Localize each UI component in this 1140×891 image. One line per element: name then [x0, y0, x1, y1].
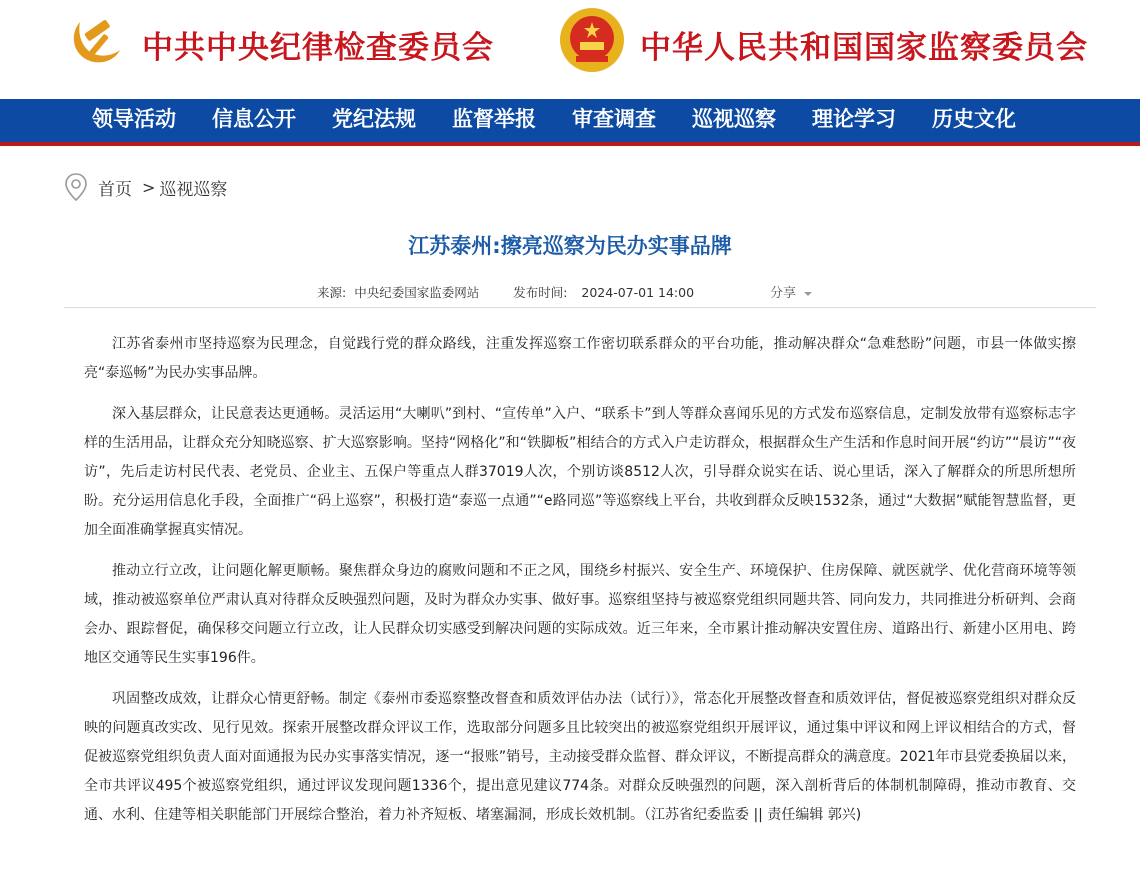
nav-items: [0, 99, 1140, 139]
date-value: 2024-07-01 14:00: [581, 285, 695, 300]
paragraph: 推动立行立改，让问题化解更顺畅。聚焦群众身边的腐败问题和不正之风，围绕乡村振兴、安全生产、环境保护、住房保障、就医就学、优化营商环境等领域，推动被巡察单位严肃认真对待群众反映强烈问题，及时为群众办实事、做好事。巡察组坚持与被巡察党组织同题共答、同向发力，共同推进分析研判、会商会办、跟踪督促，确保移交问题立行立改，让人民群众切实感受到解决问题的实际成效。近三年来，全市累计推动解决安置住房、道路出行、新建小区用电、跨地区交通等民生实事196件。: [84, 563, 1076, 666]
nav-item-leadership[interactable]: 领导活动: [92, 106, 176, 131]
share-label: 分享: [770, 286, 797, 301]
nav-item-investigation[interactable]: 审查调查: [572, 106, 656, 131]
source-value: 中央纪委国家监委网站: [354, 285, 480, 300]
site-header: [0, 0, 1140, 99]
breadcrumb-home[interactable]: 首页: [98, 179, 132, 200]
party-emblem-icon[interactable]: [66, 10, 128, 72]
nav-item-regulations[interactable]: 党纪法规: [332, 106, 416, 131]
nav-item-theory[interactable]: 理论学习: [812, 106, 896, 131]
source-label: 来源:: [317, 285, 347, 300]
breadcrumb-current[interactable]: 巡视巡察: [159, 179, 228, 200]
national-emblem-icon[interactable]: [558, 6, 626, 74]
article-title: 江苏泰州:擦亮巡察为民办实事品牌: [408, 234, 732, 258]
location-pin-icon: [64, 172, 88, 202]
paragraph: 巩固整改成效，让群众心情更舒畅。制定《泰州市委巡察整改督查和质效评估办法（试行）》，常态化开展整改督查和质效评估，督促被巡察党组织对群众反映的问题真改实改、见行见效。探索开展整改群众评议工作，选取部分问题多且比较突出的被巡察党组织开展评议，通过集中评议和网上评议相结合的方式，督促被巡察党组织负责人面对面通报为民办实事落实情况，逐一“报账”销号，主动接受群众监督、群众评议，不断提高群众的满意度。2021年市县党委换届以来，全市共评议495个被巡察党组织，通过评议发现问题1336个，提出意见建议774条。对群众反映强烈的问题，深入剖析背后的体制机制障碍，推动市教育、交通、水利、住建等相关职能部门开展综合整治，着力补齐短板、堵塞漏洞，形成长效机制。（江苏省纪委监委 || 责任编辑 郭兴): [84, 691, 1076, 823]
nav-item-reporting[interactable]: 监督举报: [452, 106, 536, 131]
article-body: [84, 330, 1076, 842]
breadcrumb: [64, 172, 227, 202]
title-divider: [64, 307, 1096, 308]
nav-item-inspection[interactable]: 巡视巡察: [692, 106, 776, 131]
paragraph: 江苏省泰州市坚持巡察为民理念，自觉践行党的群众路线，注重发挥巡察工作密切联系群众的平台功能，推动解决群众“急难愁盼”问题，市县一体做实擦亮“泰巡畅”为民办实事品牌。: [84, 336, 1076, 381]
paragraph: 深入基层群众，让民意表达更通畅。灵活运用“大喇叭”到村、“宣传单”入户、“联系卡”到人等群众喜闻乐见的方式发布巡察信息，定制发放带有巡察标志字样的生活用品，让群众充分知晓巡察、扩大巡察影响。坚持“网格化”和“铁脚板”相结合的方式入户走访群众，根据群众生产生活和作息时间开展“约访”“晨访”“夜访”，先后走访村民代表、老党员、企业主、五保户等重点人群37019人次，个别访谈8512人次，引导群众说实在话、说心里话，深入了解群众的所思所想所盼。充分运用信息化手段，全面推广“码上巡察”，积极打造“泰巡一点通”“e路同巡”等巡察线上平台，共收到群众反映1532条，通过“大数据”赋能智慧监督，更加全面准确掌握真实情况。: [84, 406, 1076, 538]
site-title-ccdi[interactable]: 中共中央纪律检查委员会: [142, 30, 494, 66]
site-title-nsc[interactable]: 中华人民共和国国家监察委员会: [640, 30, 1088, 66]
date-label: 发布时间:: [513, 285, 568, 300]
nav-item-history[interactable]: 历史文化: [932, 106, 1016, 131]
chevron-down-icon: [803, 290, 813, 298]
main-nav: [0, 99, 1140, 146]
article-meta: [317, 283, 694, 301]
breadcrumb-separator: >: [142, 177, 156, 197]
share-button[interactable]: [770, 282, 813, 301]
nav-item-information[interactable]: 信息公开: [212, 106, 296, 131]
